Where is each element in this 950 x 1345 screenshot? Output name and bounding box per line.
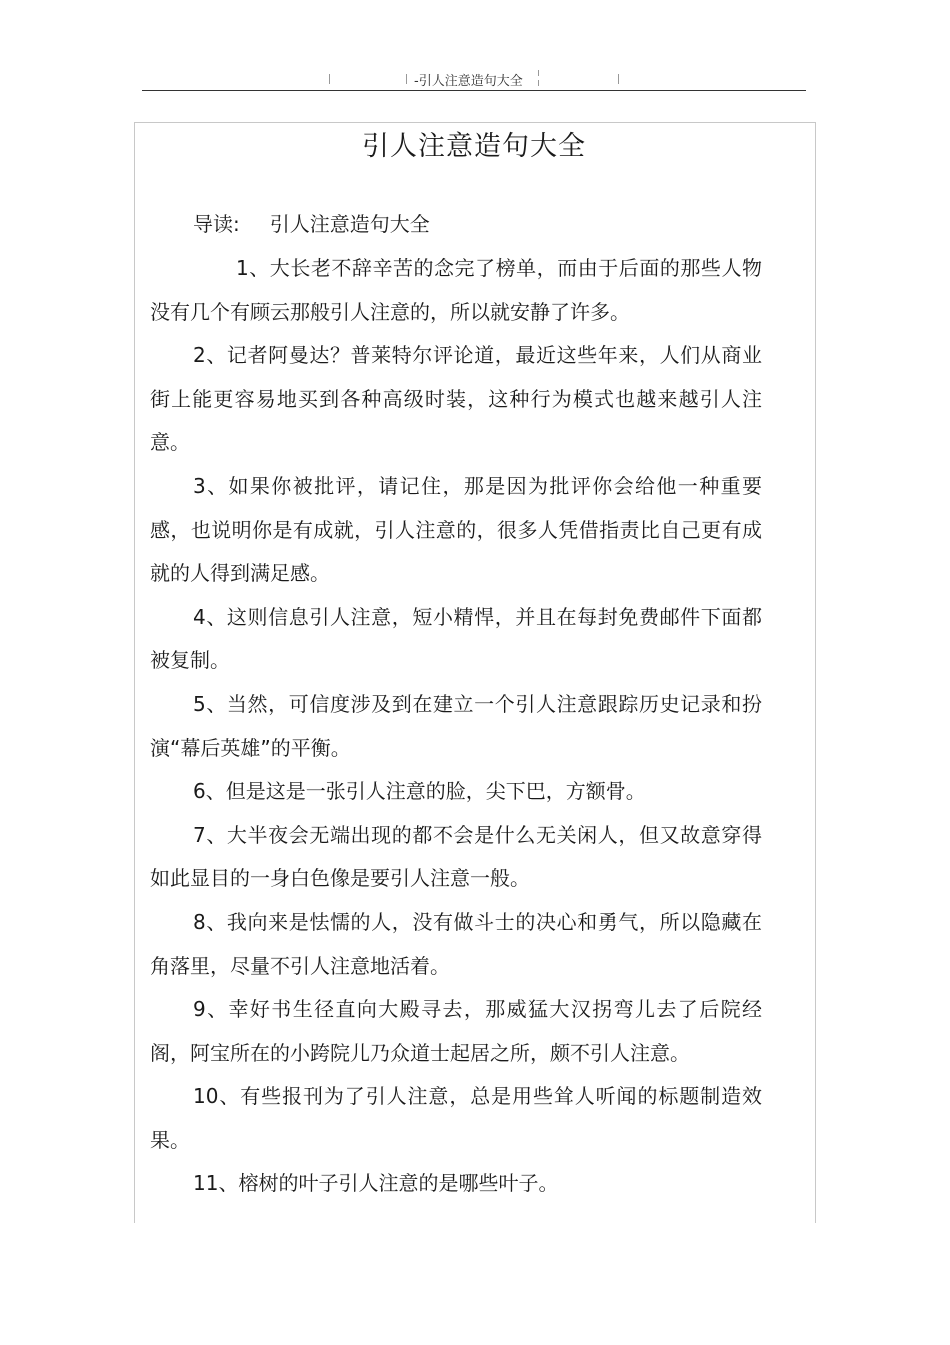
lead-text: 引人注意造句大全 [269, 212, 430, 236]
document-title: 引人注意造句大全 [362, 131, 586, 162]
lead-label: 导读: [193, 212, 240, 236]
sentence-item: 10、有些报刊为了引人注意，总是用些耸人听闻的标题制造效果。 [150, 1084, 762, 1152]
header-tick-mark [538, 80, 539, 86]
sentence-item: 3、如果你被批评，请记住，那是因为批评你会给他一种重要感，也说明你是有成就，引人注意的，很多人凭借指责比自己更有成就的人得到满足感。 [150, 473, 762, 586]
sentence-item: 5、当然，可信度涉及到在建立一个引人注意跟踪历史记录和扮演“幕后英雄”的平衡。 [150, 691, 762, 760]
header-tick-mark [618, 74, 619, 84]
sentence-item: 1、大长老不辞辛苦的念完了榜单，而由于后面的那些人物没有几个有顾云那般引人注意的，所以就安静了许多。 [150, 256, 762, 324]
lead-line [193, 208, 430, 237]
sentence-item: 7、大半夜会无端出现的都不会是什么无关闲人，但又故意穿得如此显目的一身白色像是要引人注意一般。 [150, 822, 762, 891]
sentence-item: 2、记者阿曼达？普莱特尔评论道，最近这些年来，人们从商业街上能更容易地买到各种高级时装，这种行为模式也越来越引人注意。 [150, 343, 762, 455]
header-tick-mark [406, 74, 407, 84]
sentence-item: 8、我向来是怯懦的人，没有做斗士的决心和勇气，所以隐藏在角落里，尽量不引人注意地活着。 [150, 909, 762, 978]
sentence-item: 11、榕树的叶子引人注意的是哪些叶子。 [193, 1171, 559, 1196]
sentence-list [150, 247, 762, 1206]
header-tick-mark [538, 70, 539, 76]
header-tick-mark [329, 74, 330, 84]
sentence-item: 6、但是这是一张引人注意的脸，尖下巴，方额骨。 [193, 779, 646, 804]
header-running-title: -引人注意造句大全 [414, 74, 523, 89]
sentence-item: 4、这则信息引人注意，短小精悍，并且在每封免费邮件下面都被复制。 [150, 604, 762, 673]
running-header [142, 66, 806, 91]
sentence-item: 9、幸好书生径直向大殿寻去，那威猛大汉拐弯儿去了后院经阁，阿宝所在的小跨院儿乃众道士起居之所，颇不引人注意。 [150, 997, 762, 1065]
